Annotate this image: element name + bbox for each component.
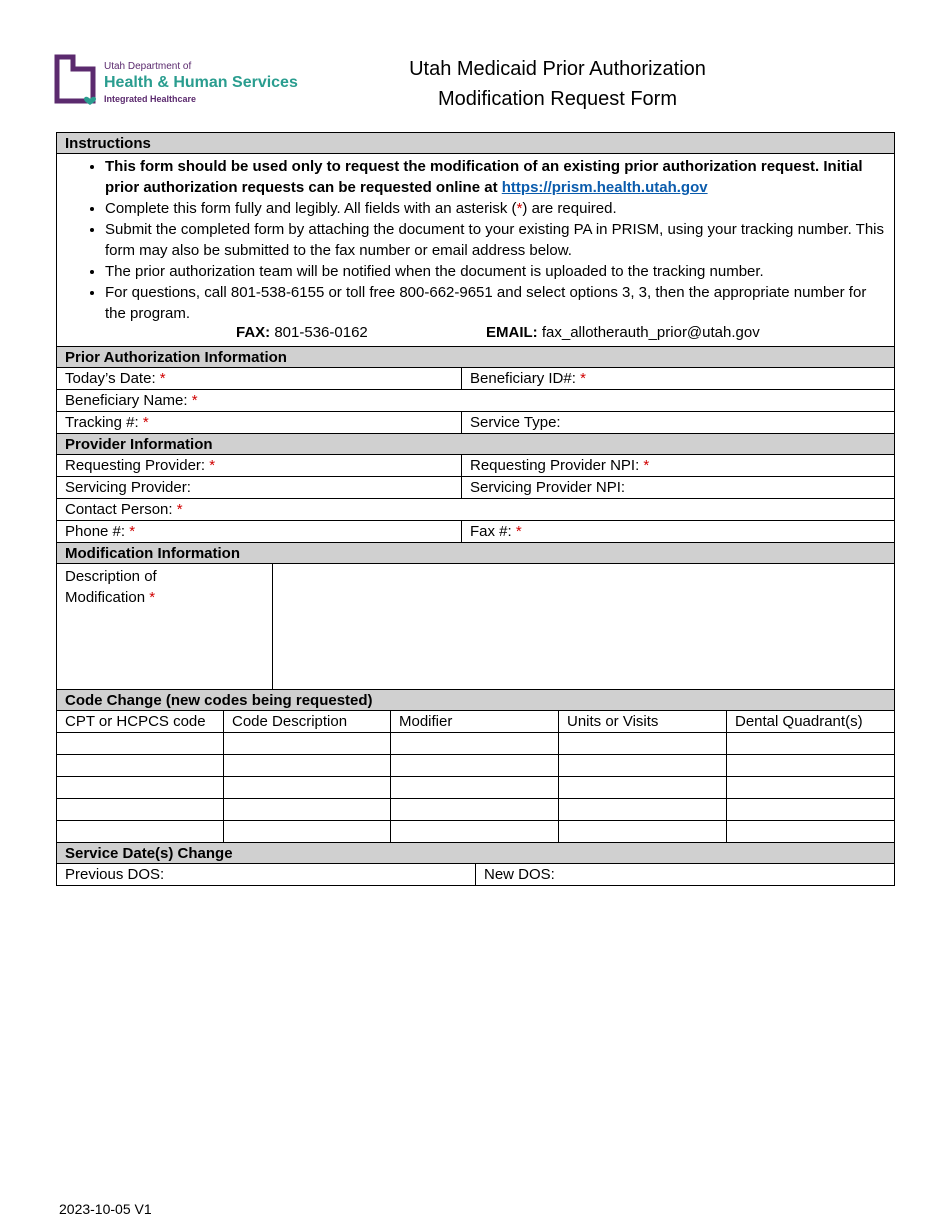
desc-cell[interactable] <box>224 821 391 843</box>
code-row <box>57 821 895 843</box>
cpt-cell[interactable] <box>57 799 224 821</box>
col-dental-quadrant: Dental Quadrant(s) <box>727 711 895 733</box>
modifier-cell[interactable] <box>391 755 559 777</box>
code-row <box>57 755 895 777</box>
quadrant-cell[interactable] <box>727 799 895 821</box>
cpt-cell[interactable] <box>57 733 224 755</box>
quadrant-cell[interactable] <box>727 821 895 843</box>
todays-date-field[interactable]: Today’s Date: * <box>57 368 462 390</box>
fax-field[interactable]: Fax #: * <box>462 521 895 543</box>
requesting-provider-field[interactable]: Requesting Provider: * <box>57 455 462 477</box>
title-line-1: Utah Medicaid Prior Authorization <box>409 58 706 80</box>
quadrant-cell[interactable] <box>727 733 895 755</box>
beneficiary-name-field[interactable]: Beneficiary Name: * <box>57 390 895 412</box>
instructions-heading: Instructions <box>57 133 895 154</box>
email-contact: EMAIL: fax_allotherauth_prior@utah.gov <box>486 324 760 341</box>
quadrant-cell[interactable] <box>727 755 895 777</box>
desc-cell[interactable] <box>224 755 391 777</box>
instruction-item: • Complete this form fully and legibly. All fields with an asterisk (*) are required. <box>105 198 886 219</box>
cpt-cell[interactable] <box>57 821 224 843</box>
description-input[interactable] <box>273 564 895 690</box>
prior-auth-heading: Prior Authorization Information <box>57 347 895 368</box>
fax-contact: FAX: 801-536-0162 <box>236 324 368 341</box>
quadrant-cell[interactable] <box>727 777 895 799</box>
instruction-item: • Submit the completed form by attaching the document to your existing PA in PRISM, using your tracking number. This form may also be submitted to the fax number or email address below. <box>105 219 886 261</box>
tracking-field[interactable]: Tracking #: * <box>57 412 462 434</box>
description-label: Description of Modification * <box>57 564 273 690</box>
logo-line-1: Utah Department of <box>104 61 192 72</box>
code-change-heading: Code Change (new codes being requested) <box>57 690 895 711</box>
modifier-cell[interactable] <box>391 777 559 799</box>
units-cell[interactable] <box>559 799 727 821</box>
version-footer: 2023-10-05 V1 <box>59 1201 152 1217</box>
utah-state-icon <box>54 54 98 106</box>
units-cell[interactable] <box>559 777 727 799</box>
instruction-item: • The prior authorization team will be notified when the document is uploaded to the tracking number. <box>105 261 886 282</box>
servicing-provider-field[interactable]: Servicing Provider: <box>57 477 462 499</box>
new-dos-field[interactable]: New DOS: <box>476 864 895 886</box>
service-dates-heading: Service Date(s) Change <box>57 843 895 864</box>
units-cell[interactable] <box>559 733 727 755</box>
phone-field[interactable]: Phone #: * <box>57 521 462 543</box>
col-code-description: Code Description <box>224 711 391 733</box>
units-cell[interactable] <box>559 821 727 843</box>
dhhs-logo <box>54 54 324 106</box>
servicing-npi-field[interactable]: Servicing Provider NPI: <box>462 477 895 499</box>
instruction-item: • For questions, call 801-538-6155 or toll free 800-662-9651 and select options 3, 3, then the appropriate number for the program. <box>105 282 886 324</box>
previous-dos-field[interactable]: Previous DOS: <box>57 864 476 886</box>
desc-cell[interactable] <box>224 733 391 755</box>
requesting-npi-field[interactable]: Requesting Provider NPI: * <box>462 455 895 477</box>
col-cpt-code: CPT or HCPCS code <box>57 711 224 733</box>
contact-person-field[interactable]: Contact Person: * <box>57 499 895 521</box>
modifier-cell[interactable] <box>391 821 559 843</box>
desc-cell[interactable] <box>224 777 391 799</box>
col-units: Units or Visits <box>559 711 727 733</box>
instruction-item: • This form should be used only to request the modification of an existing prior authorization request. Initial prior authorization requests can be requested online at https://prism.health.utah.gov <box>105 156 886 198</box>
code-row <box>57 733 895 755</box>
desc-cell[interactable] <box>224 799 391 821</box>
cpt-cell[interactable] <box>57 777 224 799</box>
modification-heading: Modification Information <box>57 543 895 564</box>
logo-line-3: Integrated Healthcare <box>104 94 197 104</box>
cpt-cell[interactable] <box>57 755 224 777</box>
request-form <box>56 132 895 886</box>
prism-link[interactable]: https://prism.health.utah.gov <box>501 179 708 196</box>
modifier-cell[interactable] <box>391 799 559 821</box>
contact-line <box>65 324 886 344</box>
logo-line-2: Health & Human Services <box>104 74 298 91</box>
code-row <box>57 777 895 799</box>
title-line-2: Modification Request Form <box>438 88 677 110</box>
col-modifier: Modifier <box>391 711 559 733</box>
page-title <box>340 54 775 114</box>
instructions-body <box>57 154 895 347</box>
units-cell[interactable] <box>559 755 727 777</box>
code-row <box>57 799 895 821</box>
service-type-field[interactable]: Service Type: <box>462 412 895 434</box>
beneficiary-id-field[interactable]: Beneficiary ID#: * <box>462 368 895 390</box>
modifier-cell[interactable] <box>391 733 559 755</box>
provider-heading: Provider Information <box>57 434 895 455</box>
